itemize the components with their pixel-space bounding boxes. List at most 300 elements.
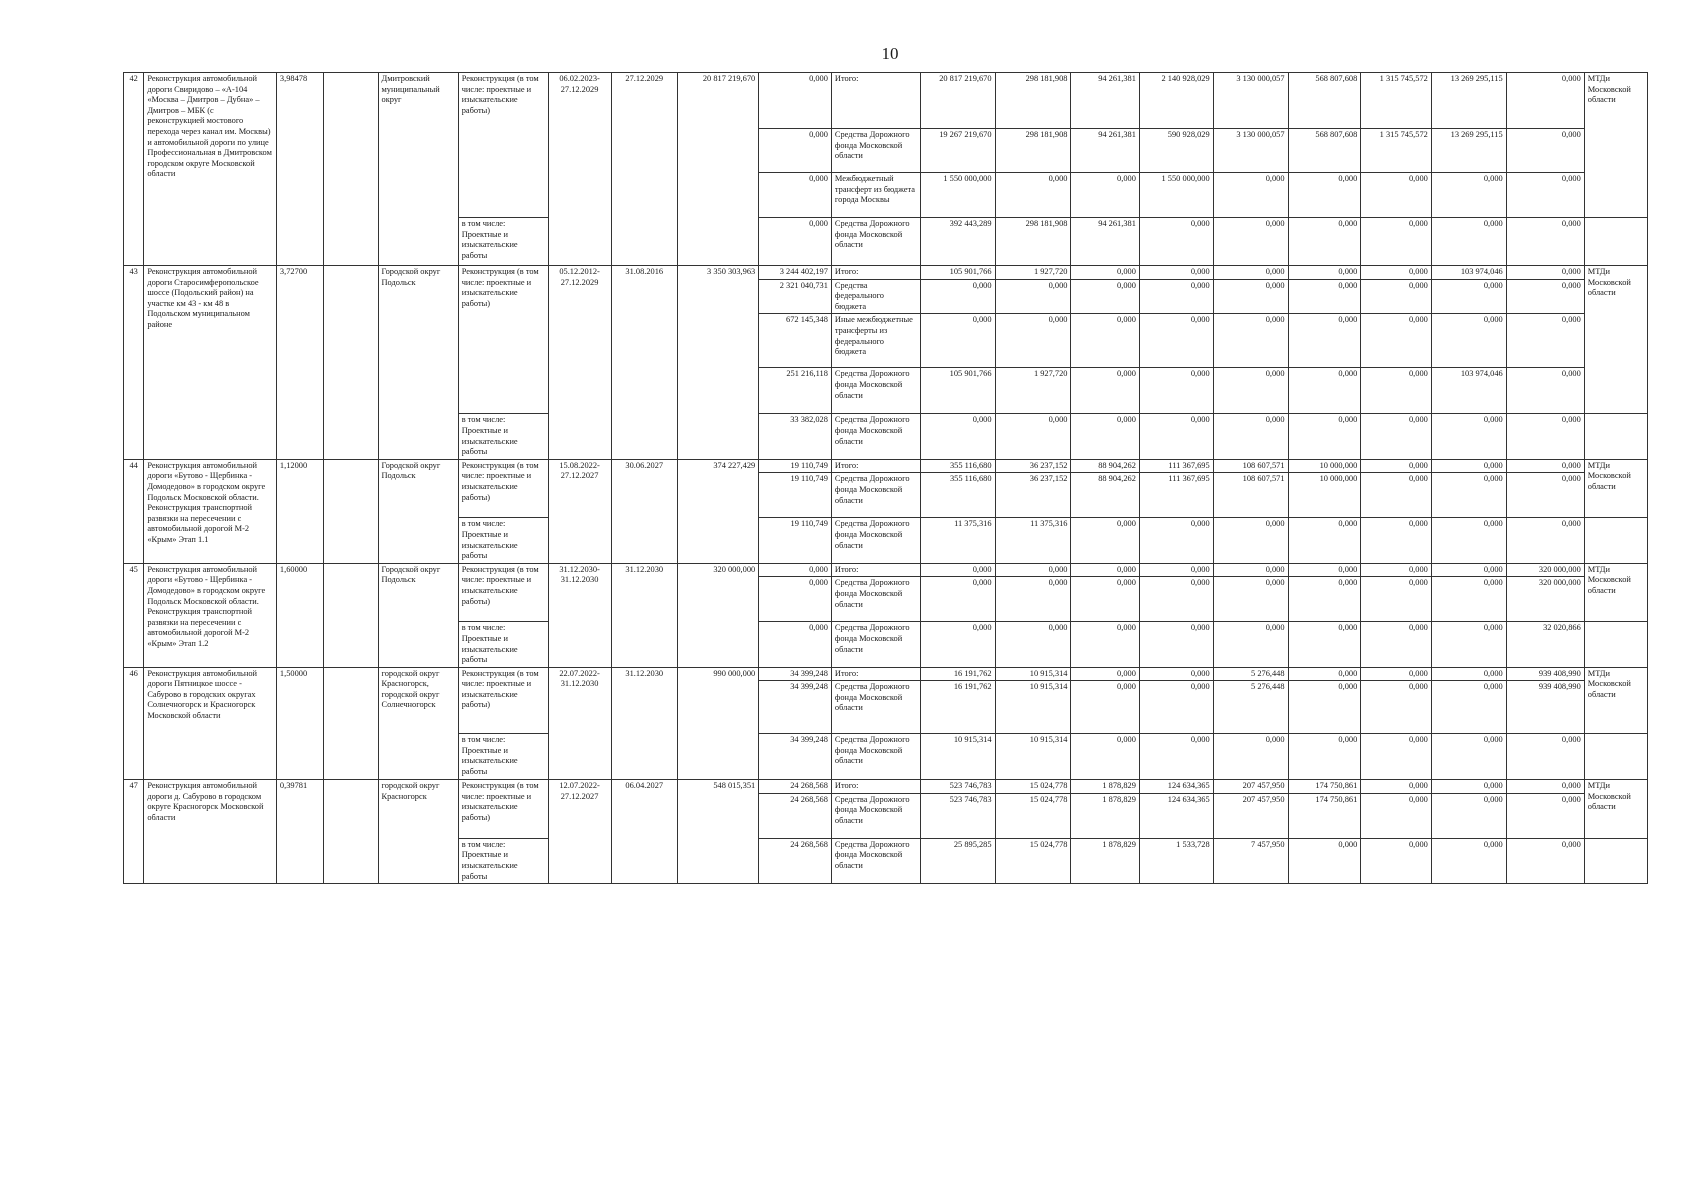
amount-cell: 0,000 [1361, 518, 1432, 563]
prior-amount: 0,000 [759, 577, 832, 622]
amount-cell: 568 807,608 [1288, 73, 1361, 129]
project-date-end: 06.04.2027 [611, 780, 677, 884]
executor-blank [1584, 734, 1647, 780]
project-number: 43 [124, 266, 144, 460]
amount-cell: 523 746,783 [920, 793, 995, 838]
amount-cell: 0,000 [1288, 266, 1361, 280]
amount-cell: 0,000 [1071, 314, 1139, 368]
amount-cell: 0,000 [1288, 734, 1361, 780]
projects-table-container [123, 72, 1648, 890]
amount-cell: 94 261,381 [1071, 218, 1139, 266]
project-dates: 06.02.2023- 27.12.2029 [548, 73, 611, 266]
project-number: 44 [124, 459, 144, 563]
amount-cell: 0,000 [1506, 414, 1584, 459]
amount-cell: 0,000 [1431, 622, 1506, 667]
funding-source: Средства Дорожного фонда Московской области [831, 577, 920, 622]
amount-cell: 1 878,829 [1071, 793, 1139, 838]
amount-cell: 0,000 [1431, 793, 1506, 838]
project-date-end: 27.12.2029 [611, 73, 677, 266]
amount-cell: 0,000 [920, 314, 995, 368]
project-executor: МТДи Московской области [1584, 780, 1647, 839]
stage-label: в том числе: Проектные и изыскательские работы [458, 218, 548, 266]
prior-amount: 0,000 [759, 73, 832, 129]
amount-cell: 1 533,728 [1139, 838, 1213, 883]
amount-cell: 590 928,029 [1139, 129, 1213, 173]
amount-cell: 124 634,365 [1139, 793, 1213, 838]
stage-label: Реконструкция (в том числе: проектные и изыскательские работы) [458, 563, 548, 622]
amount-cell: 0,000 [1361, 473, 1432, 518]
amount-cell: 0,000 [1288, 218, 1361, 266]
funding-source: Средства Дорожного фонда Московской области [831, 518, 920, 563]
amount-cell: 0,000 [1288, 681, 1361, 734]
amount-cell: 0,000 [1139, 368, 1213, 414]
amount-cell: 0,000 [995, 279, 1071, 314]
project-date-end: 31.12.2030 [611, 667, 677, 780]
amount-cell: 0,000 [1071, 577, 1139, 622]
project-cost: 990 000,000 [677, 667, 758, 780]
amount-cell: 0,000 [1213, 734, 1288, 780]
project-municipality: Дмитровский муниципальный округ [378, 73, 458, 266]
project-date-end: 30.06.2027 [611, 459, 677, 563]
prior-amount: 251 216,118 [759, 368, 832, 414]
prior-amount: 2 321 040,731 [759, 279, 832, 314]
amount-cell: 0,000 [1431, 414, 1506, 459]
amount-cell: 2 140 928,029 [1139, 73, 1213, 129]
funding-source: Итого: [831, 266, 920, 280]
amount-cell: 0,000 [1071, 667, 1139, 681]
amount-cell: 0,000 [1213, 577, 1288, 622]
amount-cell: 1 878,829 [1071, 838, 1139, 883]
amount-cell: 0,000 [1213, 563, 1288, 577]
funding-source: Средства Дорожного фонда Московской области [831, 681, 920, 734]
amount-cell: 0,000 [1431, 838, 1506, 883]
project-dates: 31.12.2030- 31.12.2030 [548, 563, 611, 667]
project-dates: 22.07.2022- 31.12.2030 [548, 667, 611, 780]
amount-cell: 207 457,950 [1213, 780, 1288, 794]
amount-cell: 939 408,990 [1506, 681, 1584, 734]
amount-cell: 10 915,314 [995, 734, 1071, 780]
project-length: 1,60000 [276, 563, 323, 667]
amount-cell: 11 375,316 [920, 518, 995, 563]
project-cost: 548 015,351 [677, 780, 758, 884]
amount-cell: 0,000 [1288, 518, 1361, 563]
prior-amount: 3 244 402,197 [759, 266, 832, 280]
prior-amount: 0,000 [759, 173, 832, 218]
amount-cell: 0,000 [1288, 414, 1361, 459]
amount-cell: 0,000 [1361, 279, 1432, 314]
prior-amount: 0,000 [759, 622, 832, 667]
executor-blank [1584, 218, 1647, 266]
amount-cell: 111 367,695 [1139, 459, 1213, 473]
amount-cell: 32 020,866 [1506, 622, 1584, 667]
project-cost: 20 817 219,670 [677, 73, 758, 266]
project-dates: 05.12.2012- 27.12.2029 [548, 266, 611, 460]
amount-cell: 0,000 [1431, 279, 1506, 314]
amount-cell: 0,000 [1139, 218, 1213, 266]
project-executor: МТДи Московской области [1584, 563, 1647, 622]
stage-label: в том числе: Проектные и изыскательские работы [458, 622, 548, 667]
prior-amount: 33 382,028 [759, 414, 832, 459]
project-length: 1,12000 [276, 459, 323, 563]
funding-source: Средства Дорожного фонда Московской области [831, 473, 920, 518]
project-name: Реконструкция автомобильной дороги Пятницкое шоссе - Сабурово в городских округах Солнечногорск и Красногорск Московской области [144, 667, 277, 780]
stage-label: Реконструкция (в том числе: проектные и изыскательские работы) [458, 667, 548, 734]
amount-cell: 0,000 [1071, 368, 1139, 414]
amount-cell: 10 915,314 [920, 734, 995, 780]
amount-cell: 0,000 [1431, 314, 1506, 368]
project-name: Реконструкция автомобильной дороги «Бутово - Щербинка - Домодедово» в городском округе Подольск Московской области. Реконструкция транспортной развязки на пересечении с автомобильной дорогой М-2 «Крым» Этап 1.2 [144, 563, 277, 667]
amount-cell: 15 024,778 [995, 793, 1071, 838]
empty-cell [323, 667, 378, 780]
amount-cell: 1 927,720 [995, 368, 1071, 414]
amount-cell: 25 895,285 [920, 838, 995, 883]
amount-cell: 0,000 [1506, 314, 1584, 368]
amount-cell: 174 750,861 [1288, 780, 1361, 794]
amount-cell: 105 901,766 [920, 368, 995, 414]
amount-cell: 111 367,695 [1139, 473, 1213, 518]
amount-cell: 0,000 [1431, 518, 1506, 563]
amount-cell: 103 974,046 [1431, 368, 1506, 414]
amount-cell: 94 261,381 [1071, 73, 1139, 129]
funding-source: Средства Дорожного фонда Московской области [831, 793, 920, 838]
amount-cell: 0,000 [1431, 459, 1506, 473]
executor-blank [1584, 622, 1647, 667]
amount-cell: 108 607,571 [1213, 459, 1288, 473]
amount-cell: 0,000 [1071, 622, 1139, 667]
page-number: 10 [881, 44, 899, 63]
table-row [124, 266, 1648, 280]
amount-cell: 0,000 [1071, 414, 1139, 459]
amount-cell: 1 550 000,000 [1139, 173, 1213, 218]
amount-cell: 0,000 [1288, 667, 1361, 681]
amount-cell: 0,000 [1139, 414, 1213, 459]
amount-cell: 0,000 [920, 563, 995, 577]
amount-cell: 0,000 [1139, 622, 1213, 667]
amount-cell: 3 130 000,057 [1213, 73, 1288, 129]
amount-cell: 0,000 [1506, 368, 1584, 414]
amount-cell: 0,000 [1361, 622, 1432, 667]
amount-cell: 0,000 [995, 563, 1071, 577]
amount-cell: 939 408,990 [1506, 667, 1584, 681]
funding-source: Средства Дорожного фонда Московской области [831, 414, 920, 459]
amount-cell: 5 276,448 [1213, 667, 1288, 681]
table-row [124, 667, 1648, 681]
amount-cell: 0,000 [1431, 218, 1506, 266]
amount-cell: 0,000 [1139, 279, 1213, 314]
executor-blank [1584, 838, 1647, 883]
project-name: Реконструкция автомобильной дороги Старосимферопольское шоссе (Подольский район) на участке км 43 - км 48 в Подольском муниципальном районе [144, 266, 277, 460]
amount-cell: 0,000 [1361, 681, 1432, 734]
amount-cell: 0,000 [1213, 622, 1288, 667]
amount-cell: 0,000 [1288, 838, 1361, 883]
amount-cell: 0,000 [1288, 368, 1361, 414]
amount-cell: 0,000 [1506, 266, 1584, 280]
amount-cell: 103 974,046 [1431, 266, 1506, 280]
amount-cell: 0,000 [1139, 681, 1213, 734]
funding-source: Итого: [831, 780, 920, 794]
amount-cell: 1 878,829 [1071, 780, 1139, 794]
amount-cell: 0,000 [1361, 838, 1432, 883]
prior-amount: 34 399,248 [759, 681, 832, 734]
amount-cell: 105 901,766 [920, 266, 995, 280]
amount-cell: 0,000 [995, 314, 1071, 368]
amount-cell: 0,000 [1071, 734, 1139, 780]
project-number: 45 [124, 563, 144, 667]
prior-amount: 0,000 [759, 218, 832, 266]
project-municipality: городской округ Красногорск, городской округ Солнечногорск [378, 667, 458, 780]
funding-source: Средства Дорожного фонда Московской области [831, 622, 920, 667]
amount-cell: 0,000 [995, 173, 1071, 218]
amount-cell: 88 904,262 [1071, 459, 1139, 473]
amount-cell: 0,000 [920, 622, 995, 667]
funding-source: Иные межбюджетные трансферты из федерального бюджета [831, 314, 920, 368]
prior-amount: 0,000 [759, 563, 832, 577]
amount-cell: 568 807,608 [1288, 129, 1361, 173]
amount-cell: 523 746,783 [920, 780, 995, 794]
project-number: 42 [124, 73, 144, 266]
amount-cell: 0,000 [1431, 734, 1506, 780]
stage-label: Реконструкция (в том числе: проектные и изыскательские работы) [458, 266, 548, 414]
amount-cell: 0,000 [1506, 73, 1584, 129]
amount-cell: 0,000 [1361, 563, 1432, 577]
funding-source: Итого: [831, 73, 920, 129]
amount-cell: 355 116,680 [920, 473, 995, 518]
table-row [124, 73, 1648, 129]
amount-cell: 0,000 [1431, 577, 1506, 622]
stage-label: в том числе: Проектные и изыскательские работы [458, 734, 548, 780]
amount-cell: 0,000 [1506, 793, 1584, 838]
project-municipality: Городской округ Подольск [378, 266, 458, 460]
amount-cell: 3 130 000,057 [1213, 129, 1288, 173]
amount-cell: 0,000 [1139, 518, 1213, 563]
funding-source: Итого: [831, 459, 920, 473]
amount-cell: 0,000 [1506, 173, 1584, 218]
amount-cell: 7 457,950 [1213, 838, 1288, 883]
amount-cell: 0,000 [1139, 577, 1213, 622]
prior-amount: 24 268,568 [759, 793, 832, 838]
amount-cell: 108 607,571 [1213, 473, 1288, 518]
amount-cell: 0,000 [1431, 173, 1506, 218]
amount-cell: 0,000 [1361, 734, 1432, 780]
amount-cell: 36 237,152 [995, 459, 1071, 473]
amount-cell: 0,000 [995, 622, 1071, 667]
amount-cell: 0,000 [995, 414, 1071, 459]
prior-amount: 24 268,568 [759, 838, 832, 883]
prior-amount: 19 110,749 [759, 473, 832, 518]
amount-cell: 0,000 [1431, 667, 1506, 681]
empty-cell [323, 780, 378, 884]
project-executor: МТДи Московской области [1584, 667, 1647, 734]
amount-cell: 392 443,289 [920, 218, 995, 266]
amount-cell: 0,000 [1506, 473, 1584, 518]
amount-cell: 0,000 [1071, 518, 1139, 563]
amount-cell: 0,000 [1361, 577, 1432, 622]
project-name: Реконструкция автомобильной дороги «Бутово - Щербинка - Домодедово» в городском округе Подольск Московской области. Реконструкция транспортной развязки на пересечении с автомобильной дорогой М-2 «Крым» Этап 1.1 [144, 459, 277, 563]
amount-cell: 0,000 [920, 414, 995, 459]
amount-cell: 174 750,861 [1288, 793, 1361, 838]
empty-cell [323, 459, 378, 563]
amount-cell: 0,000 [1071, 173, 1139, 218]
project-cost: 320 000,000 [677, 563, 758, 667]
amount-cell: 11 375,316 [995, 518, 1071, 563]
funding-source: Средства Дорожного фонда Московской области [831, 838, 920, 883]
stage-label: в том числе: Проектные и изыскательские работы [458, 414, 548, 459]
project-name: Реконструкция автомобильной дороги д. Сабурово в городском округе Красногорск Московской области [144, 780, 277, 884]
amount-cell: 0,000 [1506, 518, 1584, 563]
project-executor: МТДи Московской области [1584, 73, 1647, 218]
amount-cell: 10 000,000 [1288, 459, 1361, 473]
stage-label: Реконструкция (в том числе: проектные и изыскательские работы) [458, 459, 548, 518]
amount-cell: 5 276,448 [1213, 681, 1288, 734]
project-date-end: 31.08.2016 [611, 266, 677, 460]
executor-blank [1584, 518, 1647, 563]
amount-cell: 0,000 [1506, 838, 1584, 883]
amount-cell: 0,000 [1361, 793, 1432, 838]
funding-source: Средства Дорожного фонда Московской области [831, 368, 920, 414]
funding-source: Итого: [831, 563, 920, 577]
prior-amount: 0,000 [759, 129, 832, 173]
project-cost: 3 350 303,963 [677, 266, 758, 460]
amount-cell: 0,000 [1213, 266, 1288, 280]
project-municipality: Городской округ Подольск [378, 459, 458, 563]
amount-cell: 0,000 [1431, 780, 1506, 794]
amount-cell: 20 817 219,670 [920, 73, 995, 129]
amount-cell: 0,000 [1506, 129, 1584, 173]
amount-cell: 0,000 [1139, 667, 1213, 681]
stage-label: в том числе: Проектные и изыскательские работы [458, 838, 548, 883]
amount-cell: 0,000 [1288, 279, 1361, 314]
amount-cell: 0,000 [1361, 266, 1432, 280]
stage-label: в том числе: Проектные и изыскательские работы [458, 518, 548, 563]
project-length: 3,98478 [276, 73, 323, 266]
amount-cell: 0,000 [1213, 368, 1288, 414]
project-cost: 374 227,429 [677, 459, 758, 563]
amount-cell: 0,000 [1431, 563, 1506, 577]
empty-cell [323, 266, 378, 460]
amount-cell: 320 000,000 [1506, 577, 1584, 622]
prior-amount: 672 145,348 [759, 314, 832, 368]
amount-cell: 355 116,680 [920, 459, 995, 473]
amount-cell: 0,000 [1213, 173, 1288, 218]
amount-cell: 13 269 295,115 [1431, 73, 1506, 129]
amount-cell: 0,000 [1361, 218, 1432, 266]
amount-cell: 0,000 [1506, 279, 1584, 314]
amount-cell: 0,000 [1213, 279, 1288, 314]
amount-cell: 13 269 295,115 [1431, 129, 1506, 173]
project-number: 47 [124, 780, 144, 884]
amount-cell: 0,000 [1288, 563, 1361, 577]
projects-table [123, 72, 1648, 884]
funding-source: Средства Дорожного фонда Московской области [831, 734, 920, 780]
project-length: 3,72700 [276, 266, 323, 460]
amount-cell: 36 237,152 [995, 473, 1071, 518]
funding-source: Средства Дорожного фонда Московской области [831, 218, 920, 266]
amount-cell: 0,000 [920, 577, 995, 622]
amount-cell: 0,000 [1213, 414, 1288, 459]
amount-cell: 0,000 [1288, 314, 1361, 368]
amount-cell: 1 315 745,572 [1361, 73, 1432, 129]
table-row [124, 459, 1648, 473]
project-length: 1,50000 [276, 667, 323, 780]
amount-cell: 15 024,778 [995, 838, 1071, 883]
project-date-end: 31.12.2030 [611, 563, 677, 667]
amount-cell: 94 261,381 [1071, 129, 1139, 173]
funding-source: Средства федерального бюджета [831, 279, 920, 314]
funding-source: Межбюджетный трансферт из бюджета города Москвы [831, 173, 920, 218]
empty-cell [323, 563, 378, 667]
amount-cell: 0,000 [1506, 734, 1584, 780]
amount-cell: 0,000 [1361, 414, 1432, 459]
amount-cell: 1 315 745,572 [1361, 129, 1432, 173]
table-row [124, 780, 1648, 794]
amount-cell: 15 024,778 [995, 780, 1071, 794]
amount-cell: 0,000 [920, 279, 995, 314]
project-municipality: городской округ Красногорск [378, 780, 458, 884]
amount-cell: 0,000 [1361, 667, 1432, 681]
amount-cell: 0,000 [1139, 563, 1213, 577]
amount-cell: 0,000 [1288, 622, 1361, 667]
prior-amount: 34 399,248 [759, 667, 832, 681]
project-municipality: Городской округ Подольск [378, 563, 458, 667]
amount-cell: 0,000 [1213, 218, 1288, 266]
amount-cell: 0,000 [1288, 173, 1361, 218]
amount-cell: 0,000 [1213, 518, 1288, 563]
amount-cell: 0,000 [1071, 563, 1139, 577]
amount-cell: 0,000 [1361, 780, 1432, 794]
amount-cell: 298 181,908 [995, 129, 1071, 173]
amount-cell: 0,000 [1361, 173, 1432, 218]
amount-cell: 0,000 [1213, 314, 1288, 368]
project-dates: 15.08.2022- 27.12.2027 [548, 459, 611, 563]
prior-amount: 19 110,749 [759, 518, 832, 563]
funding-source: Итого: [831, 667, 920, 681]
amount-cell: 0,000 [1431, 473, 1506, 518]
amount-cell: 16 191,762 [920, 667, 995, 681]
prior-amount: 34 399,248 [759, 734, 832, 780]
project-executor: МТДи Московской области [1584, 459, 1647, 518]
amount-cell: 0,000 [1361, 314, 1432, 368]
amount-cell: 0,000 [995, 577, 1071, 622]
project-executor: МТДи Московской области [1584, 266, 1647, 414]
stage-label: Реконструкция (в том числе: проектные и изыскательские работы) [458, 780, 548, 839]
amount-cell: 0,000 [1361, 368, 1432, 414]
amount-cell: 19 267 219,670 [920, 129, 995, 173]
amount-cell: 0,000 [1361, 459, 1432, 473]
amount-cell: 0,000 [1071, 279, 1139, 314]
amount-cell: 0,000 [1139, 734, 1213, 780]
prior-amount: 19 110,749 [759, 459, 832, 473]
executor-blank [1584, 414, 1647, 459]
project-name: Реконструкция автомобильной дороги Свиридово – «А-104 «Москва – Дмитров – Дубна» – Дмитров – МБК (с реконструкцией мостового перехода через канал им. Москвы) и автомобильной дороги по улице Профессиональная в Дмитровском городском округе Московской области [144, 73, 277, 266]
stage-label: Реконструкция (в том числе: проектные и изыскательские работы) [458, 73, 548, 218]
prior-amount: 24 268,568 [759, 780, 832, 794]
amount-cell: 298 181,908 [995, 218, 1071, 266]
amount-cell: 0,000 [1506, 780, 1584, 794]
amount-cell: 0,000 [1071, 266, 1139, 280]
amount-cell: 1 550 000,000 [920, 173, 995, 218]
table-row [124, 563, 1648, 577]
empty-cell [323, 73, 378, 266]
amount-cell: 10 915,314 [995, 667, 1071, 681]
funding-source: Средства Дорожного фонда Московской области [831, 129, 920, 173]
amount-cell: 0,000 [1288, 577, 1361, 622]
amount-cell: 0,000 [1506, 218, 1584, 266]
amount-cell: 10 000,000 [1288, 473, 1361, 518]
project-dates: 12.07.2022- 27.12.2027 [548, 780, 611, 884]
amount-cell: 1 927,720 [995, 266, 1071, 280]
amount-cell: 124 634,365 [1139, 780, 1213, 794]
amount-cell: 320 000,000 [1506, 563, 1584, 577]
